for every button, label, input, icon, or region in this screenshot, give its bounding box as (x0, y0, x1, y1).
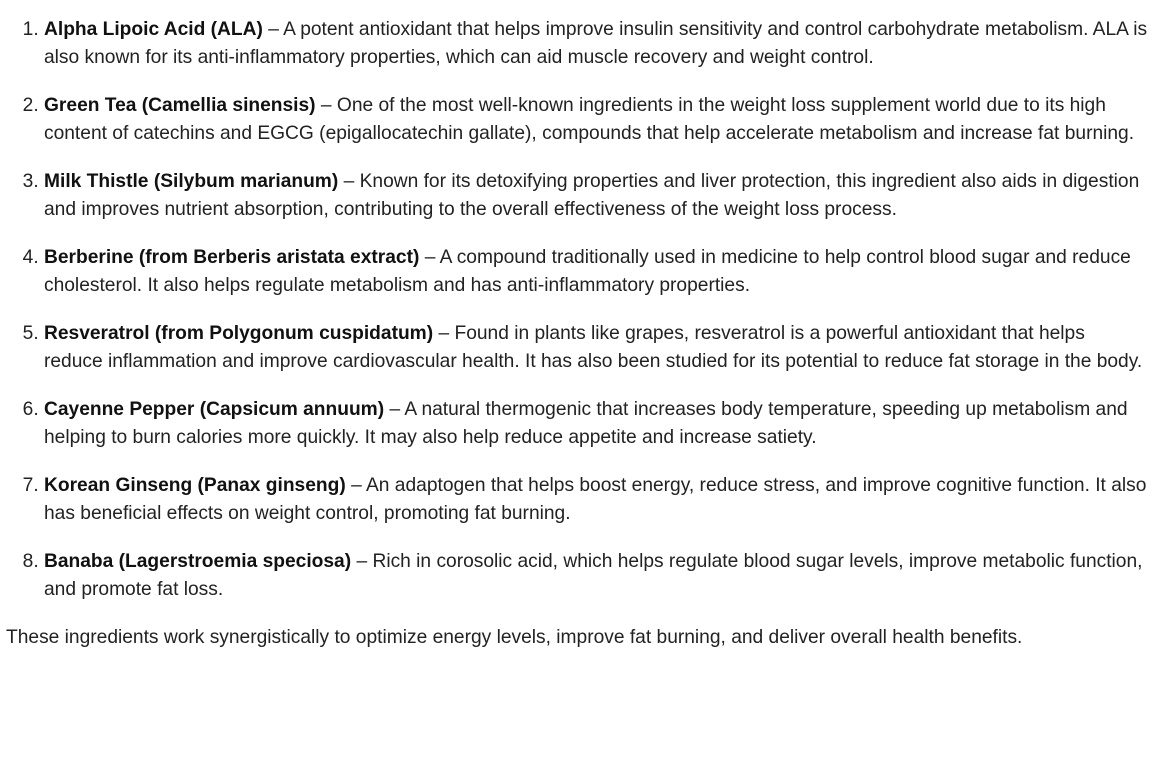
list-item (44, 92, 1148, 148)
summary-paragraph: These ingredients work synergistically to optimize energy levels, improve fat burning, and deliver overall health benefits. (6, 627, 1023, 648)
ingredient-list (6, 16, 1148, 604)
list-item (44, 16, 1148, 72)
list-item (44, 320, 1148, 376)
ingredient-name: Milk Thistle (Silybum marianum) (44, 171, 339, 192)
ingredient-description: – A potent antioxidant that helps improve insulin sensitivity and control carbohydrate metabolism. ALA is also known for its anti-inflammatory properties, which can aid muscle recovery and weight control. (44, 19, 1148, 68)
ingredient-name: Green Tea (Camellia sinensis) (44, 95, 316, 116)
list-item (44, 396, 1148, 452)
ingredient-description: – Found in plants like grapes, resveratrol is a powerful antioxidant that helps reduce inflammation and improve cardiovascular health. It has also been studied for its potential to reduce fat storage in the body. (44, 323, 1143, 372)
ingredient-name: Cayenne Pepper (Capsicum annuum) (44, 399, 385, 420)
ingredient-name: Resveratrol (from Polygonum cuspidatum) (44, 323, 434, 344)
ingredient-description: – A compound traditionally used in medicine to help control blood sugar and reduce cholesterol. It also helps regulate metabolism and has anti-inflammatory properties. (44, 247, 1131, 296)
ingredient-description: – A natural thermogenic that increases body temperature, speeding up metabolism and helping to burn calories more quickly. It may also help reduce appetite and increase satiety. (44, 399, 1128, 448)
ingredient-description: – Known for its detoxifying properties and liver protection, this ingredient also aids in digestion and improves nutrient absorption, contributing to the overall effectiveness of the weight loss process. (44, 171, 1140, 220)
ingredient-name: Banaba (Lagerstroemia speciosa) (44, 551, 352, 572)
ingredient-description: – One of the most well-known ingredients in the weight loss supplement world due to its high content of catechins and EGCG (epigallocatechin gallate), compounds that help accelerate metabolism and increase fat burning. (44, 95, 1135, 144)
list-item (44, 548, 1148, 604)
list-item (44, 244, 1148, 300)
list-item (44, 168, 1148, 224)
ingredient-name: Korean Ginseng (Panax ginseng) (44, 475, 346, 496)
ingredient-name: Alpha Lipoic Acid (ALA) (44, 19, 263, 40)
ingredient-name: Berberine (from Berberis aristata extract) (44, 247, 420, 268)
ingredient-description: – An adaptogen that helps boost energy, reduce stress, and improve cognitive function. It also has beneficial effects on weight control, promoting fat burning. (44, 475, 1147, 524)
ingredient-description: – Rich in corosolic acid, which helps regulate blood sugar levels, improve metabolic function, and promote fat loss. (44, 551, 1143, 600)
list-item (44, 472, 1148, 528)
